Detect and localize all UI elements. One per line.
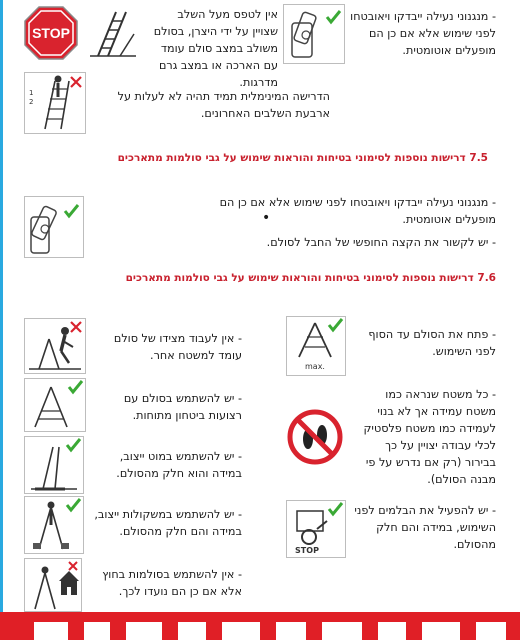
no-standing-surface-icon xyxy=(286,408,344,466)
band-letter-shape xyxy=(178,622,206,640)
band-letter-shape xyxy=(378,622,406,640)
section-75-item-1: - מנגנוני נעילה ייבדקו ויאובטחו לפני שימוש אלא אם כן הם מופעלים אוטומטית. xyxy=(219,196,496,226)
wheel-brake-stop-icon xyxy=(286,500,346,558)
section-76-right-item-3: - יש להפעיל את הבלמים לפני השימוש, במידה והם חלק מהסולם. xyxy=(354,504,496,551)
bullet-dot: • xyxy=(262,210,271,226)
section-76-left-item-5: - אין להשתמש בסולמות בחוץ אלא אם כן הם נועדו לכך. xyxy=(102,568,242,598)
section-76-left-item-1: - אין לעבוד מצידו של סולם עומד למשטח אחר. xyxy=(113,332,242,362)
stop-sign-icon xyxy=(22,4,80,62)
top-right-text: - מנגנוני נעילה ייבדקו ויאובטחו לפני שימוש אלא אם כן הם מופעלים אוטומטית. xyxy=(350,10,496,57)
svg-text:2: 2 xyxy=(29,98,34,106)
section-75-heading: 7.5 דרישות נוספות לסימוני בטיחות והוראות שימוש על גבי סולמות מתארכים xyxy=(117,152,488,164)
svg-text:1: 1 xyxy=(29,89,34,97)
section-76-right-item-1: - פתח את הסולם עד הסוף לפני השימוש. xyxy=(368,328,496,358)
stabilizer-weights-ok-icon xyxy=(24,496,84,554)
section-76-left-item-4: - יש להשתמש במשקולות ייצוב, במידה והם חלק מהסולם. xyxy=(94,508,242,538)
stop-sign-label: STOP xyxy=(32,25,70,41)
ladder-steps-warning-icon xyxy=(24,72,86,134)
hook-lock-ok-icon xyxy=(24,196,84,258)
band-letter-shape xyxy=(84,622,110,640)
section-75-item-2: - יש לקשור את הקצה החופשי של החבל לסולם. xyxy=(266,236,496,249)
brake-stop-label: STOP xyxy=(295,546,319,555)
band-letter-shape xyxy=(276,622,306,640)
max-label: max. xyxy=(305,362,325,371)
band-letter-shape xyxy=(126,622,162,640)
bottom-brand-band xyxy=(0,612,520,640)
band-letter-shape xyxy=(476,622,506,640)
band-letter-shape xyxy=(322,622,362,640)
band-letter-shape xyxy=(422,622,460,640)
outdoor-use-icon xyxy=(24,558,82,612)
open-ladder-max-icon xyxy=(286,316,346,376)
stabilizer-bar-ok-icon xyxy=(24,436,84,494)
section-76-heading: 7.6 דרישות נוספות לסימוני בטיחות והוראות שימוש על גבי סולמות מתארכים xyxy=(125,272,496,284)
section-76-left-item-2: - יש להשתמש בסולם עם רצועות ביטחון מתוחות. xyxy=(123,392,242,422)
band-letter-shape xyxy=(222,622,260,640)
page-edge-stripe xyxy=(0,0,3,612)
side-step-prohibited-icon xyxy=(24,318,86,374)
safety-straps-ok-icon xyxy=(24,378,86,432)
section-76-right-item-2: - כל משטח שנראה כמו משטח עמידה אך לא בנוי לעמידה כמו משטח פלסטיק לכלי עבודה יצויין על כך בבירור (רק אם נדרש על פי מבנה הסולם). xyxy=(363,388,496,486)
top-left-text: אין לטפס מעל השלב שצויין על ידי היצרן, בסולם משולב במצב סולם עומד עם הארכה או במצב גרם מדרגות. xyxy=(153,8,278,89)
section-76-left-item-3: - יש להשתמש במוט ייצוב, במידה והוא חלק מהסולם. xyxy=(116,450,242,480)
top-requirement-text: הדרישה המינימלית תמיד תהיה לא לעלות על ארבעת השלבים האחרונים. xyxy=(117,90,330,120)
band-letter-shape xyxy=(34,622,68,640)
locking-hinge-ok-icon xyxy=(283,4,345,64)
extension-ladder-top-icon xyxy=(84,6,142,60)
